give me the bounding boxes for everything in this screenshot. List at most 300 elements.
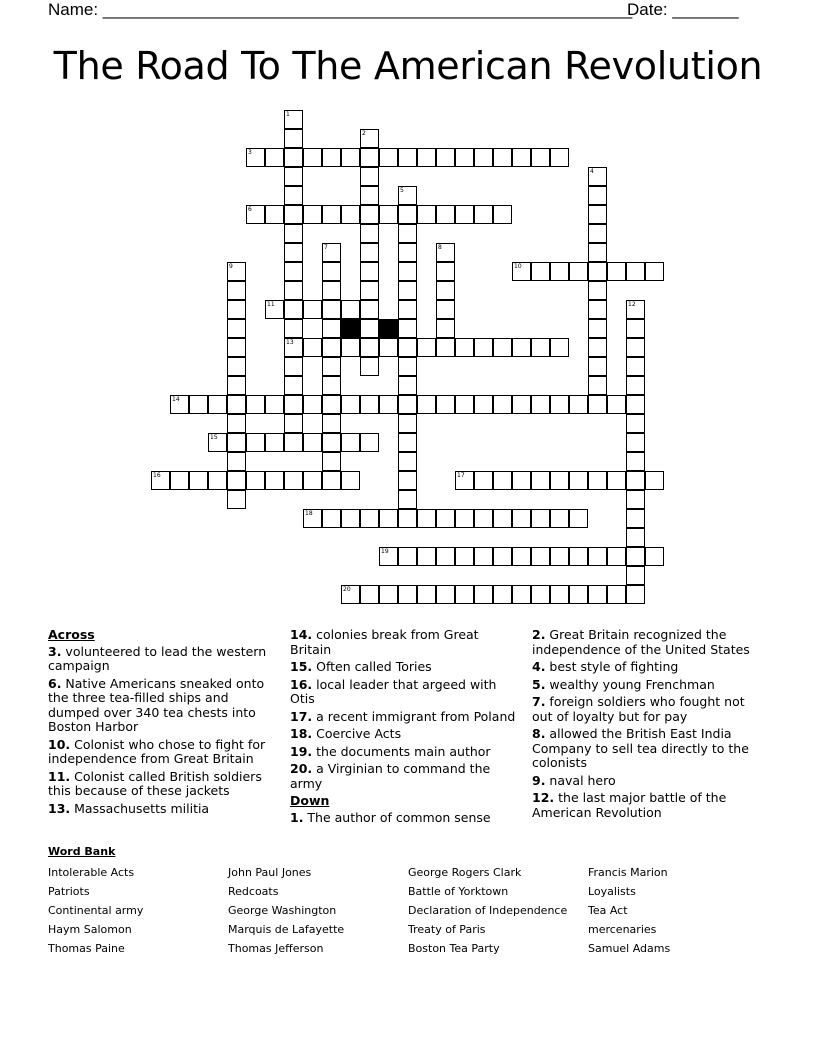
word-bank-item: Redcoats: [228, 885, 279, 898]
grid-cell[interactable]: [360, 186, 379, 205]
across-clue: [290, 628, 518, 657]
grid-cell[interactable]: [379, 338, 398, 357]
grid-cell[interactable]: [588, 547, 607, 566]
grid-cell[interactable]: [550, 395, 569, 414]
grid-cell[interactable]: [626, 319, 645, 338]
grid-cell[interactable]: [455, 338, 474, 357]
down-clue-text: naval hero: [545, 772, 616, 788]
word-bank-item: John Paul Jones: [228, 866, 312, 879]
grid-cell[interactable]: [493, 547, 512, 566]
across-clue-text: a recent immigrant from Poland: [312, 708, 516, 724]
across-clue-text: Colonist called British soldiers this because of these jackets: [48, 768, 262, 798]
grid-cell[interactable]: [436, 509, 455, 528]
grid-cell[interactable]: [493, 395, 512, 414]
grid-cell[interactable]: [569, 547, 588, 566]
grid-cell[interactable]: [227, 338, 246, 357]
grid-number: 13: [286, 339, 294, 346]
word-bank-item: George Washington: [228, 904, 337, 917]
down-clue-text: foreign soldiers who fought not out of loyalty but for pay: [532, 694, 745, 724]
across-clue-text: colonies break from Great Britain: [290, 627, 479, 657]
grid-cell[interactable]: [645, 262, 664, 281]
grid-cell[interactable]: [227, 490, 246, 509]
grid-cell[interactable]: [227, 376, 246, 395]
grid-cell[interactable]: [607, 395, 626, 414]
grid-cell[interactable]: [189, 471, 208, 490]
grid-cell[interactable]: [322, 357, 341, 376]
grid-cell[interactable]: [588, 224, 607, 243]
grid-cell[interactable]: [436, 300, 455, 319]
grid-cell[interactable]: [455, 509, 474, 528]
across-header: Across: [48, 627, 95, 642]
grid-cell[interactable]: [607, 471, 626, 490]
grid-cell[interactable]: [360, 243, 379, 262]
across-clue-number: 6.: [48, 675, 62, 691]
grid-cell[interactable]: [208, 395, 227, 414]
down-clue: [532, 695, 768, 724]
grid-cell[interactable]: [588, 319, 607, 338]
grid-cell[interactable]: [265, 433, 284, 452]
grid-cell[interactable]: [626, 414, 645, 433]
grid-cell[interactable]: [569, 471, 588, 490]
grid-number: 19: [381, 548, 389, 555]
grid-cell[interactable]: [303, 471, 322, 490]
grid-cell[interactable]: [360, 167, 379, 186]
grid-cell[interactable]: [493, 338, 512, 357]
grid-cell[interactable]: [227, 395, 246, 414]
grid-cell[interactable]: [246, 433, 265, 452]
grid-cell[interactable]: [417, 338, 436, 357]
grid-cell[interactable]: [398, 395, 417, 414]
grid-number: 20: [343, 586, 351, 593]
grid-cell[interactable]: [360, 357, 379, 376]
grid-cell[interactable]: [322, 319, 341, 338]
grid-cell[interactable]: [322, 433, 341, 452]
grid-cell[interactable]: [493, 509, 512, 528]
grid-cell[interactable]: [417, 205, 436, 224]
grid-cell[interactable]: [322, 471, 341, 490]
grid-cell[interactable]: [398, 148, 417, 167]
grid-cell[interactable]: [607, 585, 626, 604]
across-clue-text: Coercive Acts: [312, 726, 402, 741]
grid-cell[interactable]: [189, 395, 208, 414]
grid-cell[interactable]: [417, 585, 436, 604]
grid-cell[interactable]: [360, 338, 379, 357]
grid-cell[interactable]: [246, 471, 265, 490]
down-clue-number: 8.: [532, 726, 546, 741]
grid-cell[interactable]: [341, 471, 360, 490]
grid-cell[interactable]: [455, 148, 474, 167]
grid-cell[interactable]: [360, 205, 379, 224]
grid-cell[interactable]: [436, 585, 455, 604]
grid-cell[interactable]: [626, 547, 645, 566]
grid-cell[interactable]: [626, 262, 645, 281]
page-title: The Road To The American Revolution: [53, 44, 763, 88]
grid-cell[interactable]: [398, 471, 417, 490]
grid-cell[interactable]: [626, 452, 645, 471]
grid-number: 9: [229, 263, 233, 270]
grid-cell[interactable]: [360, 585, 379, 604]
grid-cell[interactable]: [474, 471, 493, 490]
word-bank-item: Haym Salomon: [48, 923, 132, 936]
grid-cell[interactable]: [531, 585, 550, 604]
grid-cell[interactable]: [493, 471, 512, 490]
grid-cell[interactable]: [626, 528, 645, 547]
down-clue-number: 4.: [532, 659, 546, 674]
grid-cell[interactable]: [379, 395, 398, 414]
across-clue: [290, 660, 518, 675]
grid-cell[interactable]: [341, 148, 360, 167]
grid-cell[interactable]: [645, 471, 664, 490]
grid-cell[interactable]: [265, 148, 284, 167]
grid-cell[interactable]: [588, 186, 607, 205]
across-clue-number: 20.: [290, 761, 313, 776]
grid-number: 11: [267, 301, 275, 308]
grid-cell[interactable]: [626, 433, 645, 452]
grid-cell[interactable]: [284, 186, 303, 205]
grid-cell[interactable]: [588, 376, 607, 395]
across-clue-number: 3.: [48, 643, 62, 659]
grid-cell[interactable]: [227, 471, 246, 490]
grid-cell[interactable]: [474, 205, 493, 224]
grid-cell[interactable]: [284, 433, 303, 452]
grid-cell[interactable]: [284, 129, 303, 148]
grid-cell[interactable]: [379, 509, 398, 528]
grid-cell[interactable]: [512, 148, 531, 167]
grid-number: 16: [153, 472, 161, 479]
grid-cell[interactable]: [588, 585, 607, 604]
grid-cell[interactable]: [531, 395, 550, 414]
grid-cell[interactable]: [303, 300, 322, 319]
word-bank-item: Boston Tea Party: [408, 942, 500, 955]
grid-cell[interactable]: [455, 395, 474, 414]
grid-cell[interactable]: [626, 395, 645, 414]
word-bank-column: [408, 865, 567, 960]
across-clue: [290, 762, 518, 791]
grid-cell[interactable]: [531, 338, 550, 357]
word-bank-item: Intolerable Acts: [48, 866, 135, 879]
grid-cell[interactable]: [569, 585, 588, 604]
word-bank-column: [48, 865, 143, 960]
grid-cell[interactable]: [512, 338, 531, 357]
grid-cell[interactable]: [512, 585, 531, 604]
down-clue: [290, 811, 518, 826]
across-clue-number: 14.: [290, 627, 313, 642]
grid-cell[interactable]: [265, 205, 284, 224]
grid-cell[interactable]: [512, 395, 531, 414]
grid-cell[interactable]: [645, 547, 664, 566]
across-clues-column-1: [48, 628, 276, 819]
grid-cell[interactable]: [227, 433, 246, 452]
grid-cell[interactable]: [436, 395, 455, 414]
word-bank-item: Treaty of Paris: [408, 923, 486, 936]
grid-cell[interactable]: [474, 338, 493, 357]
grid-cell[interactable]: [322, 395, 341, 414]
grid-cell[interactable]: [360, 395, 379, 414]
grid-cell[interactable]: [493, 148, 512, 167]
grid-cell[interactable]: [360, 433, 379, 452]
grid-cell[interactable]: [284, 300, 303, 319]
grid-cell[interactable]: [531, 471, 550, 490]
grid-cell[interactable]: [569, 395, 588, 414]
word-bank-item: Marquis de Lafayette: [228, 923, 345, 936]
word-bank-item: Patriots: [48, 885, 90, 898]
grid-cell[interactable]: [588, 395, 607, 414]
grid-cell[interactable]: [417, 547, 436, 566]
across-clue: [290, 710, 518, 725]
grid-cell[interactable]: [436, 148, 455, 167]
grid-cell[interactable]: [474, 585, 493, 604]
grid-cell[interactable]: [246, 395, 265, 414]
name-field[interactable]: Name: ________________________________________________________: [48, 0, 633, 19]
grid-number: 14: [172, 396, 180, 403]
word-bank-item: Thomas Jefferson: [228, 942, 324, 955]
grid-cell[interactable]: [512, 509, 531, 528]
grid-cell[interactable]: [493, 205, 512, 224]
grid-cell[interactable]: [550, 471, 569, 490]
grid-number: 15: [210, 434, 218, 441]
grid-cell[interactable]: [493, 585, 512, 604]
grid-cell[interactable]: [284, 357, 303, 376]
grid-cell[interactable]: [303, 433, 322, 452]
grid-cell[interactable]: [379, 585, 398, 604]
word-bank-title: Word Bank: [48, 845, 116, 858]
grid-cell[interactable]: [284, 471, 303, 490]
grid-cell[interactable]: [227, 300, 246, 319]
grid-cell[interactable]: [398, 376, 417, 395]
across-clue-number: 10.: [48, 736, 71, 752]
grid-cell[interactable]: [398, 414, 417, 433]
word-bank-item: Francis Marion: [588, 866, 668, 879]
grid-cell[interactable]: [322, 452, 341, 471]
grid-cell[interactable]: [417, 395, 436, 414]
grid-cell[interactable]: [398, 585, 417, 604]
grid-cell[interactable]: [322, 205, 341, 224]
across-clue-text: Massachusetts militia: [70, 800, 210, 816]
grid-cell[interactable]: [398, 547, 417, 566]
grid-cell[interactable]: [398, 262, 417, 281]
grid-cell[interactable]: [227, 452, 246, 471]
grid-cell[interactable]: [284, 319, 303, 338]
grid-cell[interactable]: [379, 205, 398, 224]
down-header: Down: [290, 793, 330, 808]
grid-cell[interactable]: [265, 471, 284, 490]
across-clue-text: Native Americans sneaked onto the three tea-filled ships and dumped over 340 tea chests into Boston Harbor: [48, 675, 265, 734]
grid-cell[interactable]: [436, 262, 455, 281]
grid-cell[interactable]: [398, 509, 417, 528]
grid-cell[interactable]: [227, 414, 246, 433]
grid-cell[interactable]: [626, 338, 645, 357]
word-bank-column: [588, 865, 670, 960]
grid-cell[interactable]: [303, 395, 322, 414]
grid-cell[interactable]: [455, 547, 474, 566]
grid-cell[interactable]: [531, 547, 550, 566]
grid-cell[interactable]: [303, 148, 322, 167]
grid-cell[interactable]: [341, 300, 360, 319]
grid-cell[interactable]: [398, 338, 417, 357]
grid-cell[interactable]: [626, 471, 645, 490]
word-bank-item: Loyalists: [588, 885, 636, 898]
word-bank-column: [228, 865, 344, 960]
grid-cell[interactable]: [550, 547, 569, 566]
down-clue: [532, 774, 768, 789]
grid-number: 3: [248, 149, 252, 156]
grid-cell[interactable]: [626, 566, 645, 585]
grid-cell[interactable]: [284, 281, 303, 300]
grid-cell[interactable]: [550, 585, 569, 604]
grid-cell[interactable]: [398, 433, 417, 452]
grid-cell[interactable]: [360, 148, 379, 167]
grid-cell[interactable]: [322, 300, 341, 319]
grid-cell[interactable]: [360, 262, 379, 281]
across-clue: [290, 727, 518, 742]
grid-cell[interactable]: [588, 243, 607, 262]
down-clue-text: allowed the British East India Company to sell tea directly to the colonists: [532, 726, 749, 770]
grid-cell[interactable]: [341, 205, 360, 224]
grid-cell[interactable]: [417, 509, 436, 528]
grid-cell[interactable]: [550, 338, 569, 357]
grid-cell[interactable]: [227, 281, 246, 300]
across-clue-text: a Virginian to command the army: [290, 761, 491, 791]
across-clue-number: 19.: [290, 743, 313, 759]
word-bank-item: Tea Act: [588, 904, 628, 917]
grid-cell[interactable]: [626, 585, 645, 604]
grid-cell[interactable]: [360, 281, 379, 300]
grid-cell[interactable]: [398, 357, 417, 376]
grid-cell[interactable]: [436, 205, 455, 224]
grid-cell[interactable]: [626, 357, 645, 376]
grid-cell[interactable]: [398, 224, 417, 243]
grid-cell[interactable]: [436, 338, 455, 357]
grid-cell[interactable]: [360, 509, 379, 528]
grid-cell[interactable]: [588, 357, 607, 376]
grid-cell[interactable]: [588, 471, 607, 490]
grid-cell[interactable]: [626, 376, 645, 395]
grid-cell[interactable]: [208, 471, 227, 490]
grid-cell[interactable]: [398, 490, 417, 509]
grid-cell[interactable]: [436, 319, 455, 338]
grid-cell[interactable]: [341, 338, 360, 357]
grid-cell[interactable]: [284, 148, 303, 167]
grid-cell[interactable]: [284, 224, 303, 243]
grid-cell[interactable]: [588, 338, 607, 357]
grid-cell[interactable]: [398, 243, 417, 262]
grid-cell[interactable]: [436, 281, 455, 300]
across-clue-number: 11.: [48, 768, 71, 784]
grid-cell[interactable]: [436, 547, 455, 566]
grid-cell[interactable]: [379, 148, 398, 167]
down-clues-column-3: [532, 628, 768, 823]
grid-number: 12: [628, 301, 636, 308]
grid-cell[interactable]: [227, 357, 246, 376]
grid-cell[interactable]: [227, 319, 246, 338]
grid-cell[interactable]: [512, 471, 531, 490]
grid-cell[interactable]: [170, 471, 189, 490]
grid-cell[interactable]: [588, 262, 607, 281]
word-bank-item: Samuel Adams: [588, 942, 671, 955]
grid-cell[interactable]: [284, 414, 303, 433]
grid-cell[interactable]: [455, 205, 474, 224]
grid-cell[interactable]: [531, 509, 550, 528]
grid-cell[interactable]: [341, 395, 360, 414]
grid-cell[interactable]: [398, 281, 417, 300]
down-clue: [532, 678, 768, 693]
grid-cell[interactable]: [360, 224, 379, 243]
grid-cell[interactable]: [322, 148, 341, 167]
grid-cell[interactable]: [265, 395, 284, 414]
grid-cell[interactable]: [303, 338, 322, 357]
grid-cell[interactable]: [341, 509, 360, 528]
grid-number: 18: [305, 510, 313, 517]
grid-cell[interactable]: [474, 395, 493, 414]
grid-cell[interactable]: [531, 148, 550, 167]
grid-cell[interactable]: [284, 376, 303, 395]
grid-cell[interactable]: [550, 262, 569, 281]
grid-cell[interactable]: [322, 376, 341, 395]
grid-block: [341, 319, 360, 338]
across-clue-number: 16.: [290, 676, 313, 692]
grid-cell[interactable]: [398, 205, 417, 224]
grid-cell[interactable]: [474, 509, 493, 528]
across-clue: [290, 678, 518, 707]
down-clue: [532, 628, 768, 657]
grid-cell[interactable]: [569, 509, 588, 528]
grid-cell[interactable]: [398, 319, 417, 338]
grid-cell[interactable]: [417, 148, 436, 167]
grid-cell[interactable]: [607, 547, 626, 566]
grid-number: 5: [400, 187, 404, 194]
grid-cell[interactable]: [607, 262, 626, 281]
grid-cell[interactable]: [284, 395, 303, 414]
grid-cell[interactable]: [322, 338, 341, 357]
grid-cell[interactable]: [303, 205, 322, 224]
grid-cell[interactable]: [474, 547, 493, 566]
grid-cell[interactable]: [531, 262, 550, 281]
grid-cell[interactable]: [322, 509, 341, 528]
grid-cell[interactable]: [512, 547, 531, 566]
date-field[interactable]: Date: _______: [627, 0, 739, 19]
grid-cell[interactable]: [284, 205, 303, 224]
grid-cell[interactable]: [284, 167, 303, 186]
grid-cell[interactable]: [398, 300, 417, 319]
grid-cell[interactable]: [360, 300, 379, 319]
grid-cell[interactable]: [284, 243, 303, 262]
grid-cell[interactable]: [588, 205, 607, 224]
grid-cell[interactable]: [322, 262, 341, 281]
grid-cell[interactable]: [550, 148, 569, 167]
grid-cell[interactable]: [398, 452, 417, 471]
grid-cell[interactable]: [626, 490, 645, 509]
grid-cell[interactable]: [474, 148, 493, 167]
grid-cell[interactable]: [322, 414, 341, 433]
grid-cell[interactable]: [626, 509, 645, 528]
grid-cell[interactable]: [588, 300, 607, 319]
grid-cell[interactable]: [455, 585, 474, 604]
grid-cell[interactable]: [569, 262, 588, 281]
word-bank-item: Declaration of Independence: [408, 904, 568, 917]
grid-cell[interactable]: [284, 262, 303, 281]
down-clue-number: 1.: [290, 809, 304, 825]
grid-cell[interactable]: [550, 509, 569, 528]
grid-cell[interactable]: [360, 319, 379, 338]
across-clue: [48, 645, 276, 674]
grid-cell[interactable]: [588, 281, 607, 300]
grid-number: 1: [286, 111, 290, 118]
grid-number: 8: [438, 244, 442, 251]
down-clue: [532, 791, 768, 820]
grid-cell[interactable]: [341, 433, 360, 452]
across-clue-text: volunteered to lead the western campaign: [48, 643, 267, 673]
grid-cell[interactable]: [322, 281, 341, 300]
